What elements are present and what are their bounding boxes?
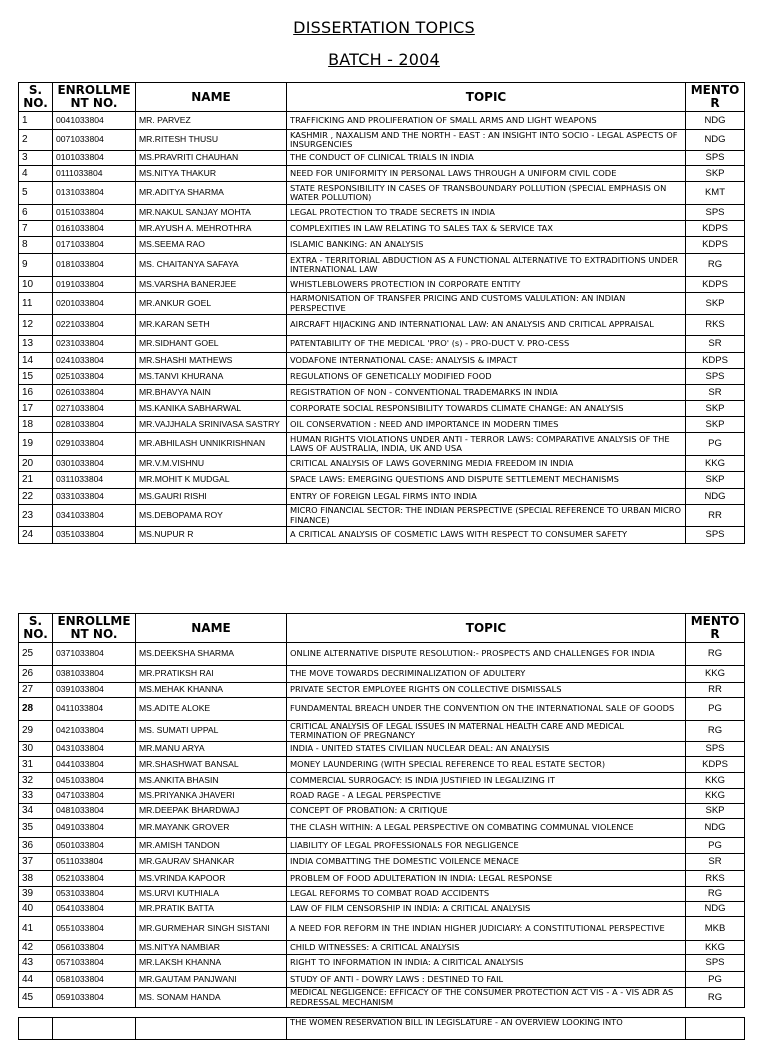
cell-enrollment: 0411033804 — [53, 698, 136, 721]
cell-name: MS.TANVI KHURANA — [136, 369, 287, 385]
cell-mentor: RR — [686, 683, 745, 698]
cell-sno: 45 — [19, 988, 53, 1008]
cell-topic: MICRO FINANCIAL SECTOR: THE INDIAN PERSPECTIVE (SPECIAL REFERENCE TO URBAN MICRO FINANCE) — [287, 505, 686, 527]
cell-sno: 4 — [19, 166, 53, 182]
cell-topic: STATE RESPONSIBILITY IN CASES OF TRANSBOUNDARY POLLUTION (SPECIAL EMPHASIS ON WATER POLLUTION) — [287, 182, 686, 205]
cell-mentor: MKB — [686, 917, 745, 941]
cell-mentor: KDPS — [686, 277, 745, 293]
cell-sno: 36 — [19, 838, 53, 854]
cell-topic: STUDY OF ANTI - DOWRY LAWS : DESTINED TO FAIL — [287, 972, 686, 988]
cell-sno: 13 — [19, 336, 53, 353]
cell-name: MR.RITESH THUSU — [136, 130, 287, 151]
cell-name: MR.ANKUR GOEL — [136, 293, 287, 315]
table-row — [19, 205, 745, 221]
cell-mentor: RG — [686, 643, 745, 666]
cell-sno: 2 — [19, 130, 53, 151]
cell-mentor: SKP — [686, 293, 745, 315]
cell-mentor: KKG — [686, 789, 745, 804]
cell-name: MR.SHASHWAT BANSAL — [136, 757, 287, 773]
cell-mentor: SR — [686, 854, 745, 871]
cell-enrollment: 0521033804 — [53, 871, 136, 887]
cell-mentor: NDG — [686, 112, 745, 130]
cell-topic: LEGAL PROTECTION TO TRADE SECRETS IN INDIA — [287, 205, 686, 221]
header-mentor: MENTO R — [686, 83, 745, 112]
cell-topic: CRITICAL ANALYSIS OF LAWS GOVERNING MEDIA FREEDOM IN INDIA — [287, 456, 686, 472]
cell-enrollment: 0331033804 — [53, 489, 136, 505]
cell-mentor: KKG — [686, 773, 745, 789]
cell-mentor: NDG — [686, 819, 745, 838]
cell-topic: A CRITICAL ANALYSIS OF COSMETIC LAWS WITH RESPECT TO CONSUMER SAFETY — [287, 527, 686, 544]
cell-sno: 39 — [19, 887, 53, 902]
cell-mentor: KDPS — [686, 757, 745, 773]
cell-sno: 21 — [19, 472, 53, 489]
cell-topic: CHILD WITNESSES: A CRITICAL ANALYSIS — [287, 941, 686, 955]
table-row — [19, 757, 745, 773]
table-row — [19, 988, 745, 1008]
cell-enrollment: 0131033804 — [53, 182, 136, 205]
cell-topic: HUMAN RIGHTS VIOLATIONS UNDER ANTI - TERROR LAWS: COMPARATIVE ANALYSIS OF THE LAWS OF AUSTRALIA, INDIA, UK AND USA — [287, 433, 686, 456]
cell-enrollment: 0231033804 — [53, 336, 136, 353]
cell-mentor: NDG — [686, 902, 745, 917]
cell-sno: 27 — [19, 683, 53, 698]
cell-mentor: RG — [686, 887, 745, 902]
cell-sno: 15 — [19, 369, 53, 385]
table-row — [19, 1018, 745, 1040]
cell-mentor: RR — [686, 505, 745, 527]
cell-mentor: KKG — [686, 666, 745, 683]
table-row — [19, 683, 745, 698]
cell-topic: MEDICAL NEGLIGENCE: EFFICACY OF THE CONSUMER PROTECTION ACT VIS - A - VIS ADR AS REDRESSAL MECHANISM — [287, 988, 686, 1008]
cell-topic: FUNDAMENTAL BREACH UNDER THE CONVENTION ON THE INTERNATIONAL SALE OF GOODS — [287, 698, 686, 721]
cell-name: MS.URVI KUTHIALA — [136, 887, 287, 902]
cell-topic: NEED FOR UNIFORMITY IN PERSONAL LAWS THROUGH A UNIFORM CIVIL CODE — [287, 166, 686, 182]
cell-sno: 32 — [19, 773, 53, 789]
cell-mentor: RG — [686, 254, 745, 277]
cell-enrollment: 0351033804 — [53, 527, 136, 544]
cell-mentor: SKP — [686, 401, 745, 417]
cell-enrollment: 0191033804 — [53, 277, 136, 293]
cell-mentor: NDG — [686, 130, 745, 151]
cell-sno: 18 — [19, 417, 53, 433]
cell-enrollment: 0301033804 — [53, 456, 136, 472]
batch-subtitle: BATCH - 2004 — [328, 50, 440, 69]
cell-sno: 10 — [19, 277, 53, 293]
cell-mentor: PG — [686, 838, 745, 854]
cell-mentor: KDPS — [686, 237, 745, 254]
cell-topic: THE WOMEN RESERVATION BILL IN LEGISLATURE - AN OVERVIEW LOOKING INTO — [287, 1018, 686, 1040]
cell-mentor: SKP — [686, 417, 745, 433]
cell-topic: TRAFFICKING AND PROLIFERATION OF SMALL ARMS AND LIGHT WEAPONS — [287, 112, 686, 130]
table-row — [19, 527, 745, 544]
cell-name: MR.GAURAV SHANKAR — [136, 854, 287, 871]
cell-topic: MONEY LAUNDERING (WITH SPECIAL REFERENCE TO REAL ESTATE SECTOR) — [287, 757, 686, 773]
table-row — [19, 315, 745, 336]
cell-enrollment: 0531033804 — [53, 887, 136, 902]
cell-sno: 42 — [19, 941, 53, 955]
table-row — [19, 941, 745, 955]
cell-name: MS. CHAITANYA SAFAYA — [136, 254, 287, 277]
cell-name: MR.ABHILASH UNNIKRISHNAN — [136, 433, 287, 456]
cell-sno: 40 — [19, 902, 53, 917]
cell-enrollment: 0271033804 — [53, 401, 136, 417]
cell-mentor: SKP — [686, 166, 745, 182]
cell-name: MR.SHASHI MATHEWS — [136, 353, 287, 369]
cell-topic: INDIA - UNITED STATES CIVILIAN NUCLEAR DEAL: AN ANALYSIS — [287, 742, 686, 757]
cell-enrollment: 0281033804 — [53, 417, 136, 433]
cell-topic: SPACE LAWS: EMERGING QUESTIONS AND DISPUTE SETTLEMENT MECHANISMS — [287, 472, 686, 489]
cell-name: MR. PARVEZ — [136, 112, 287, 130]
cell-mentor: SPS — [686, 205, 745, 221]
cell-enrollment: 0261033804 — [53, 385, 136, 401]
cell-topic: OIL CONSERVATION : NEED AND IMPORTANCE IN MODERN TIMES — [287, 417, 686, 433]
cell-mentor: PG — [686, 972, 745, 988]
cell-enrollment: 0441033804 — [53, 757, 136, 773]
cell-topic: THE CLASH WITHIN: A LEGAL PERSPECTIVE ON COMBATING COMMUNAL VIOLENCE — [287, 819, 686, 838]
cell-name: MS.DEBOPAMA ROY — [136, 505, 287, 527]
cell-name: MS.NUPUR R — [136, 527, 287, 544]
cell-name: MR.AYUSH A. MEHROTHRA — [136, 221, 287, 237]
cell-sno: 9 — [19, 254, 53, 277]
cell-enrollment: 0471033804 — [53, 789, 136, 804]
table-row — [19, 698, 745, 721]
cell-mentor: KDPS — [686, 221, 745, 237]
cell-sno: 3 — [19, 151, 53, 166]
cell-name: MS.ANKITA BHASIN — [136, 773, 287, 789]
table-row — [19, 505, 745, 527]
cell-name: MR.SIDHANT GOEL — [136, 336, 287, 353]
cell-topic: INDIA COMBATTING THE DOMESTIC VOILENCE MENACE — [287, 854, 686, 871]
cell-topic: THE MOVE TOWARDS DECRIMINALIZATION OF ADULTERY — [287, 666, 686, 683]
table-row — [19, 417, 745, 433]
cell-enrollment: 0161033804 — [53, 221, 136, 237]
table-row — [19, 472, 745, 489]
cell-name: MS.NITYA THAKUR — [136, 166, 287, 182]
table-row — [19, 887, 745, 902]
cell-sno: 22 — [19, 489, 53, 505]
cell-enrollment: 0511033804 — [53, 854, 136, 871]
table-row — [19, 666, 745, 683]
table-row — [19, 385, 745, 401]
cell-sno: 5 — [19, 182, 53, 205]
table-row — [19, 401, 745, 417]
cell-topic: PRIVATE SECTOR EMPLOYEE RIGHTS ON COLLECTIVE DISMISSALS — [287, 683, 686, 698]
cell-name: MR.GURMEHAR SINGH SISTANI — [136, 917, 287, 941]
cell-sno: 26 — [19, 666, 53, 683]
cell-enrollment: 0551033804 — [53, 917, 136, 941]
cell-topic: CRITICAL ANALYSIS OF LEGAL ISSUES IN MATERNAL HEALTH CARE AND MEDICAL TERMINATION OF PREGNANCY — [287, 721, 686, 742]
cell-topic: AIRCRAFT HIJACKING AND INTERNATIONAL LAW: AN ANALYSIS AND CRITICAL APPRAISAL — [287, 315, 686, 336]
cell-mentor: SR — [686, 336, 745, 353]
cell-sno: 37 — [19, 854, 53, 871]
cell-sno: 33 — [19, 789, 53, 804]
cell-mentor: PG — [686, 698, 745, 721]
cell-enrollment: 0171033804 — [53, 237, 136, 254]
cell-topic: PATENTABILITY OF THE MEDICAL 'PRO' (s) - PRO-DUCT V. PRO-CESS — [287, 336, 686, 353]
table-row — [19, 166, 745, 182]
dissertation-table-2 — [18, 613, 745, 1008]
cell-sno: 12 — [19, 315, 53, 336]
cell-mentor: PG — [686, 433, 745, 456]
cell-name: MR.MOHIT K MUDGAL — [136, 472, 287, 489]
cell-name: MR.PRATIK BATTA — [136, 902, 287, 917]
cell-name: MS.PRAVRITI CHAUHAN — [136, 151, 287, 166]
cell-enrollment: 0561033804 — [53, 941, 136, 955]
cell-name: MR.GAUTAM PANJWANI — [136, 972, 287, 988]
cell-topic: COMMERCIAL SURROGACY: IS INDIA JUSTIFIED IN LEGALIZING IT — [287, 773, 686, 789]
table-row — [19, 972, 745, 988]
cell-mentor: NDG — [686, 489, 745, 505]
cell-enrollment: 0221033804 — [53, 315, 136, 336]
header-enrollment: ENROLLME NT NO. — [53, 83, 136, 112]
cell-enrollment: 0541033804 — [53, 902, 136, 917]
cell-mentor: SKP — [686, 804, 745, 819]
table-row — [19, 112, 745, 130]
cell-sno: 43 — [19, 955, 53, 972]
cell-name: MS.DEEKSHA SHARMA — [136, 643, 287, 666]
cell-enrollment: 0241033804 — [53, 353, 136, 369]
cell-topic: REGULATIONS OF GENETICALLY MODIFIED FOOD — [287, 369, 686, 385]
table-row — [19, 902, 745, 917]
cell-topic: LAW OF FILM CENSORSHIP IN INDIA: A CRITICAL ANALYSIS — [287, 902, 686, 917]
cell-name: MR.ADITYA SHARMA — [136, 182, 287, 205]
cell-mentor: SPS — [686, 742, 745, 757]
table-header-row — [19, 614, 745, 643]
cell-topic: ONLINE ALTERNATIVE DISPUTE RESOLUTION:- PROSPECTS AND CHALLENGES FOR INDIA — [287, 643, 686, 666]
cell-name: MR.BHAVYA NAIN — [136, 385, 287, 401]
cell-enrollment: 0251033804 — [53, 369, 136, 385]
cell-name: MR.MAYANK GROVER — [136, 819, 287, 838]
cell-name: MS.MEHAK KHANNA — [136, 683, 287, 698]
cell-enrollment: 0371033804 — [53, 643, 136, 666]
cell-topic: LEGAL REFORMS TO COMBAT ROAD ACCIDENTS — [287, 887, 686, 902]
cell-enrollment: 0041033804 — [53, 112, 136, 130]
cell-mentor: KDPS — [686, 353, 745, 369]
cell-sno: 17 — [19, 401, 53, 417]
table-row — [19, 353, 745, 369]
cell-sno: 20 — [19, 456, 53, 472]
cell-enrollment: 0101033804 — [53, 151, 136, 166]
header-topic: TOPIC — [287, 83, 686, 112]
cell-topic: LIABILITY OF LEGAL PROFESSIONALS FOR NEGLIGENCE — [287, 838, 686, 854]
cell-topic: PROBLEM OF FOOD ADULTERATION IN INDIA: LEGAL RESPONSE — [287, 871, 686, 887]
cell-name: MS.GAURI RISHI — [136, 489, 287, 505]
cell-enrollment: 0291033804 — [53, 433, 136, 456]
cell-sno: 29 — [19, 721, 53, 742]
table-row — [19, 838, 745, 854]
cell-topic: CONCEPT OF PROBATION: A CRITIQUE — [287, 804, 686, 819]
cell-sno: 44 — [19, 972, 53, 988]
cell-mentor: SPS — [686, 369, 745, 385]
cell-topic: ISLAMIC BANKING: AN ANALYSIS — [287, 237, 686, 254]
cell-name: MR.PRATIKSH RAI — [136, 666, 287, 683]
cell-name: MR.DEEPAK BHARDWAJ — [136, 804, 287, 819]
cell-mentor: SPS — [686, 151, 745, 166]
table-row — [19, 254, 745, 277]
table-row — [19, 293, 745, 315]
cell-name: MR.KARAN SETH — [136, 315, 287, 336]
cell-enrollment: 0341033804 — [53, 505, 136, 527]
cell-mentor: SPS — [686, 955, 745, 972]
cell-sno: 24 — [19, 527, 53, 544]
document-title: DISSERTATION TOPICS — [293, 18, 475, 37]
cell-name: MR.NAKUL SANJAY MOHTA — [136, 205, 287, 221]
cell-enrollment: 0451033804 — [53, 773, 136, 789]
cell-sno: 38 — [19, 871, 53, 887]
table-row — [19, 854, 745, 871]
cell-sno: 19 — [19, 433, 53, 456]
cell-sno: 7 — [19, 221, 53, 237]
table-row — [19, 130, 745, 151]
cell-name: MS.KANIKA SABHARWAL — [136, 401, 287, 417]
cell-enrollment: 0151033804 — [53, 205, 136, 221]
table-row — [19, 789, 745, 804]
table-row — [19, 489, 745, 505]
table-row — [19, 773, 745, 789]
cell-sno: 14 — [19, 353, 53, 369]
cell-topic: REGISTRATION OF NON - CONVENTIONAL TRADEMARKS IN INDIA — [287, 385, 686, 401]
cell-enrollment: 0501033804 — [53, 838, 136, 854]
cell-topic: HARMONISATION OF TRANSFER PRICING AND CUSTOMS VALULATION: AN INDIAN PERSPECTIVE — [287, 293, 686, 315]
cell-mentor: KKG — [686, 941, 745, 955]
header-mentor: MENTO R — [686, 614, 745, 643]
cell-sno: 34 — [19, 804, 53, 819]
cell-mentor: RKS — [686, 315, 745, 336]
cell-topic: ROAD RAGE - A LEGAL PERSPECTIVE — [287, 789, 686, 804]
cell-enrollment: 0571033804 — [53, 955, 136, 972]
table-row — [19, 643, 745, 666]
table-row — [19, 369, 745, 385]
header-name: NAME — [136, 614, 287, 643]
cell-enrollment: 0421033804 — [53, 721, 136, 742]
cell-sno: 35 — [19, 819, 53, 838]
cell-sno: 25 — [19, 643, 53, 666]
cell-name: MS.VARSHA BANERJEE — [136, 277, 287, 293]
cell-mentor: SKP — [686, 472, 745, 489]
cell-name: MS.PRIYANKA JHAVERI — [136, 789, 287, 804]
table-row — [19, 182, 745, 205]
cell-topic: ENTRY OF FOREIGN LEGAL FIRMS INTO INDIA — [287, 489, 686, 505]
cell-sno: 41 — [19, 917, 53, 941]
cell-sno: 1 — [19, 112, 53, 130]
table-header-row — [19, 83, 745, 112]
cell-sno: 11 — [19, 293, 53, 315]
table-row — [19, 871, 745, 887]
table-row — [19, 151, 745, 166]
cell-mentor: KKG — [686, 456, 745, 472]
cell-enrollment: 0181033804 — [53, 254, 136, 277]
table-row — [19, 221, 745, 237]
table-row — [19, 819, 745, 838]
dissertation-table-1 — [18, 82, 745, 544]
cell-name: MS.VRINDA KAPOOR — [136, 871, 287, 887]
cell-name: MS.NITYA NAMBIAR — [136, 941, 287, 955]
cell-mentor: RG — [686, 988, 745, 1008]
cell-enrollment: 0201033804 — [53, 293, 136, 315]
table-row — [19, 277, 745, 293]
cell-enrollment: 0381033804 — [53, 666, 136, 683]
cell-sno: 8 — [19, 237, 53, 254]
cell-topic: KASHMIR , NAXALISM AND THE NORTH - EAST : AN INSIGHT INTO SOCIO - LEGAL ASPECTS OF INSURGENCIES — [287, 130, 686, 151]
cell-topic: WHISTLEBLOWERS PROTECTION IN CORPORATE ENTITY — [287, 277, 686, 293]
table-row — [19, 955, 745, 972]
table-row — [19, 721, 745, 742]
table-row — [19, 456, 745, 472]
header-enrollment: ENROLLME NT NO. — [53, 614, 136, 643]
table-row — [19, 237, 745, 254]
cell-mentor: RG — [686, 721, 745, 742]
cell-topic: CORPORATE SOCIAL RESPONSIBILITY TOWARDS CLIMATE CHANGE: AN ANALYSIS — [287, 401, 686, 417]
cell-name: MR.MANU ARYA — [136, 742, 287, 757]
cell-topic: A NEED FOR REFORM IN THE INDIAN HIGHER JUDICIARY: A CONSTITUTIONAL PERSPECTIVE — [287, 917, 686, 941]
cell-sno: 28 — [19, 698, 53, 721]
cell-name: MS.SEEMA RAO — [136, 237, 287, 254]
header-sno: S. NO. — [19, 614, 53, 643]
cell-enrollment: 0391033804 — [53, 683, 136, 698]
cell-name: MS.ADITE ALOKE — [136, 698, 287, 721]
cell-sno: 30 — [19, 742, 53, 757]
cell-enrollment: 0431033804 — [53, 742, 136, 757]
table-row — [19, 433, 745, 456]
cell-enrollment: 0591033804 — [53, 988, 136, 1008]
cell-enrollment: 0311033804 — [53, 472, 136, 489]
header-sno: S. NO. — [19, 83, 53, 112]
table-row — [19, 336, 745, 353]
cell-name: MR.AMISH TANDON — [136, 838, 287, 854]
cell-sno: 16 — [19, 385, 53, 401]
cell-topic: THE CONDUCT OF CLINICAL TRIALS IN INDIA — [287, 151, 686, 166]
cell-name: MR.VAJJHALA SRINIVASA SASTRY — [136, 417, 287, 433]
cell-name: MR.V.M.VISHNU — [136, 456, 287, 472]
cell-sno: 23 — [19, 505, 53, 527]
table-row — [19, 917, 745, 941]
dissertation-table-2-continuation — [18, 1017, 745, 1040]
cell-sno: 31 — [19, 757, 53, 773]
cell-enrollment: 0481033804 — [53, 804, 136, 819]
cell-enrollment: 0491033804 — [53, 819, 136, 838]
cell-enrollment: 0071033804 — [53, 130, 136, 151]
cell-topic: COMPLEXITIES IN LAW RELATING TO SALES TAX & SERVICE TAX — [287, 221, 686, 237]
cell-topic: EXTRA - TERRITORIAL ABDUCTION AS A FUNCTIONAL ALTERNATIVE TO EXTRADITIONS UNDER INTERNATIONAL LAW — [287, 254, 686, 277]
cell-topic: VODAFONE INTERNATIONAL CASE: ANALYSIS & IMPACT — [287, 353, 686, 369]
cell-topic: RIGHT TO INFORMATION IN INDIA: A CIRITICAL ANALYSIS — [287, 955, 686, 972]
cell-name: MR.LAKSH KHANNA — [136, 955, 287, 972]
header-topic: TOPIC — [287, 614, 686, 643]
cell-mentor: SPS — [686, 527, 745, 544]
table-row — [19, 804, 745, 819]
cell-enrollment: 0111033804 — [53, 166, 136, 182]
cell-name: MS. SONAM HANDA — [136, 988, 287, 1008]
cell-sno: 6 — [19, 205, 53, 221]
cell-name: MS. SUMATI UPPAL — [136, 721, 287, 742]
cell-enrollment: 0581033804 — [53, 972, 136, 988]
cell-mentor: RKS — [686, 871, 745, 887]
cell-mentor: KMT — [686, 182, 745, 205]
table-row — [19, 742, 745, 757]
cell-mentor: SR — [686, 385, 745, 401]
header-name: NAME — [136, 83, 287, 112]
